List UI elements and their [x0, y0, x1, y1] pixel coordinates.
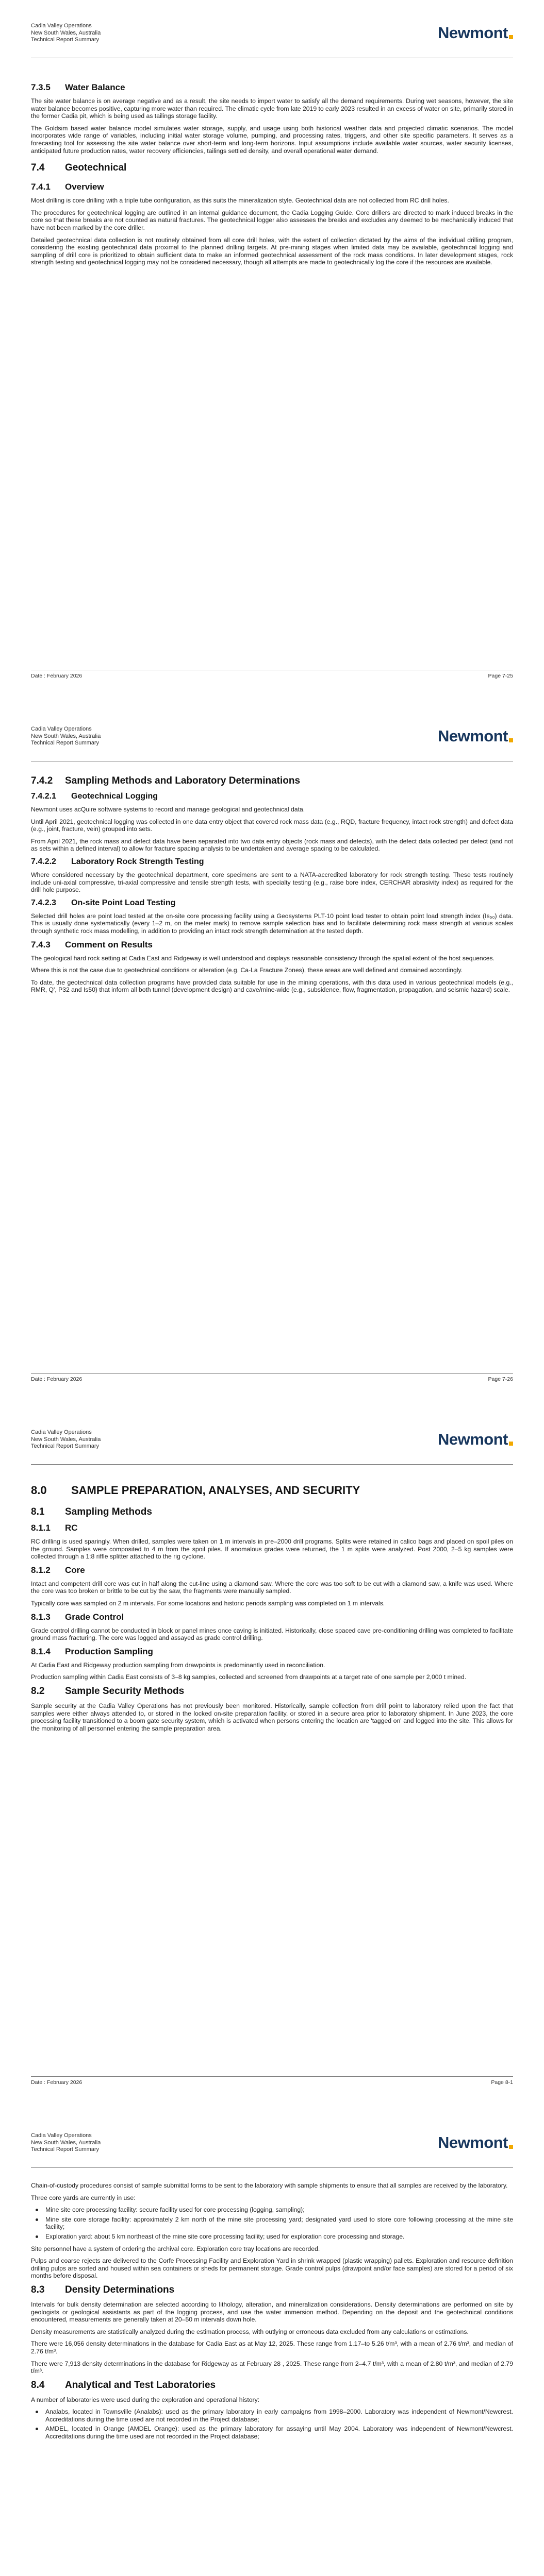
page-content: [31, 2182, 513, 2445]
paragraph: Site personnel have a system of ordering the archival core. Exploration core tray locations are recorded.: [31, 2245, 320, 2252]
section-heading: 8.1 Sampling Methods: [31, 1506, 152, 1517]
page-content: [31, 1484, 513, 1737]
paragraph: The site water balance is on average negative and as a result, the site needs to import water to satisfy all the demand requirements. During wet seasons, however, the site water balance becomes positive, capturing more water than required. The climatic cycle from late 2019 to early 2023 resulted in an excess of water on site, primarily stored in the former Cadia pit, which is being used as tailings storage facility.: [31, 97, 513, 120]
paragraph: The geological hard rock setting at Cadia East and Ridgeway is well understood and displays reasonable consistency through the spatial extent of the host sequences.: [31, 954, 495, 962]
header-doc-type: Technical Report Summary: [31, 2146, 100, 2153]
footer-date: Date : February 2026: [31, 1376, 83, 1382]
paragraph: Newmont uses acQuire software systems to record and manage geological and geotechnical data.: [31, 806, 305, 813]
paragraph: Selected drill holes are point load tested at the on-site core processing facility using a Geosystems PLT-10 point load tester to obtain point load strength index (Is₅₀) data. This is usually done systematically (every 1–2 m, on the meter mark) to remove sample selection bias and to facilitate determining rock mass strength at various scales through synthetic rock mass modelling, in addition to providing an intact rock strength determination at the tested depth.: [31, 912, 513, 935]
page-footer: [31, 670, 513, 680]
newmont-logo: [438, 1431, 513, 1447]
newmont-logo: [438, 2134, 513, 2150]
paragraph: Typically core was sampled on 2 m intervals. For some locations and historic periods sampling was completed on 1 m intervals.: [31, 1599, 385, 1607]
paragraph: Where considered necessary by the geotechnical department, core specimens are sent to a NATA-accredited laboratory for rock strength testing. These tests routinely include uni-axial compressive, tri-axial compressive and tensile strength tests, with specialty testing (e.g., raise bore index, CERCHAR abrasivity index) as required for the drill hole purpose.: [31, 871, 513, 894]
section-heading: 8.1.4 Production Sampling: [31, 1646, 153, 1656]
paragraph: Grade control drilling cannot be conducted in block or panel mines once caving is initiated. Historically, close spaced cave pre-conditioning drilling was completed to facilitate ground mass fracturing. The core was logged and assayed as grade control drilling.: [31, 1626, 513, 1642]
footer-page-number: Page 7-25: [488, 673, 513, 679]
page-header: [31, 726, 513, 758]
report-page-4: [0, 2110, 544, 2576]
footer-date: Date : February 2026: [31, 2079, 83, 2086]
footer-rule: [31, 1373, 513, 1374]
paragraph: Detailed geotechnical data collection is not routinely obtained from all core drill holes, with the extent of collection dictated by the aims of the individual drilling program, considering the existing geotechnical data proximal to the planned drilling targets. At pre-mining stages when limited data may be available, geotechnical logging and sampling of drill core is prioritized to obtain sufficient data to make an informed geotechnical assessment of the rock mass conditions. In later development stages, rock strength testing and geotechnical logging may not be considered necessary, though all attempts are made to geotechnically log the core if the resources are available.: [31, 236, 513, 266]
paragraph: The procedures for geotechnical logging are outlined in an internal guidance document, the Cadia Logging Guide. Core drillers are directed to mark induced breaks in the core so that these breaks are not counted as natural fractures. The geotechnical logger also assesses the breaks and excludes any deemed to be mechanically induced that have not been marked by the core driller.: [31, 209, 513, 231]
page-header: [31, 23, 513, 55]
section-heading: 7.4.2.3 On-site Point Load Testing: [31, 898, 176, 907]
page-content: [31, 775, 513, 998]
list-item: Mine site core processing facility: secure facility used for core processing (logging, sampling);: [31, 2206, 513, 2214]
header-text: [31, 2132, 101, 2154]
paragraph: Three core yards are currently in use:: [31, 2194, 136, 2201]
page-footer: [31, 2076, 513, 2087]
logo-dot-icon: [509, 1442, 513, 1446]
newmont-logo: [438, 728, 513, 744]
paragraph: To date, the geotechnical data collection programs have provided data suitable for use in the mining operations, with this data used in various geotechnical models (e.g., RMR, Q', P32 and Is50) that inform all both tunnel (development design) and cave/mine-wide (e.g., subsidence, flow, fragmentation, propagation, and seismic hazard) scale.: [31, 978, 513, 994]
section-heading: 7.4.1 Overview: [31, 182, 104, 192]
paragraph: Intervals for bulk density determination are selected according to lithology, alteration, and mineralization considerations. Density determinations are performed on site by geologists or geological assistants as part of the logging process, and use the water immersion method. Depending on the deposit and the geotechnical conditions encountered, measurements are generally taken at 20–50 m intervals down hole.: [31, 2300, 513, 2324]
paragraph: There were 16,056 density determinations in the database for Cadia East as at May 12, 2025. These range from 1.17–to 5.26 t/m³, with a mean of 2.76 t/m³, and median of 2.76 t/m³.: [31, 2340, 513, 2355]
header-operation: Cadia Valley Operations: [31, 726, 92, 732]
header-location: New South Wales, Australia: [31, 2139, 101, 2146]
logo-wordmark: Newmont: [438, 1430, 508, 1448]
section-heading: 7.4.2.1 Geotechnical Logging: [31, 792, 158, 801]
core-yard-list: [31, 2206, 513, 2240]
paragraph: At Cadia East and Ridgeway production sampling from drawpoints is predominantly used in reconciliation.: [31, 1661, 325, 1669]
section-heading: 7.4.2.2 Laboratory Rock Strength Testing: [31, 857, 204, 866]
header-operation: Cadia Valley Operations: [31, 23, 92, 29]
paragraph: From April 2021, the rock mass and defect data have been separated into two data entry objects (rock mass and defects), with the defect data collected per defect (and not as sets within a defined interval) to allow for fracture spacing analysis to be undertaken and average spacing to be calculated.: [31, 837, 513, 853]
header-doc-type: Technical Report Summary: [31, 740, 100, 746]
footer-date: Date : February 2026: [31, 673, 83, 679]
page-footer: [31, 1373, 513, 1383]
logo-dot-icon: [509, 738, 513, 742]
footer-rule: [31, 2076, 513, 2077]
paragraph: Sample security at the Cadia Valley Operations has not previously been monitored. Historically, sample collection from drill point to laboratory relied upon the fact that samples were either always attended to, or stored in the locked on-site preparation facility, or stored in a secure area prior to laboratory shipment. In June 2023, the core processing facility transitioned to a boom gate security system, which is activated when persons entering the location are 'tagged on' and logged into the site. This allows for the monitoring of all personnel entering the sample preparation area.: [31, 1702, 513, 1732]
section-heading: 7.4 Geotechnical: [31, 162, 127, 174]
paragraph: Production sampling within Cadia East consists of 3–8 kg samples, collected and screened from drawpoints at a target rate of one sample per 2,000 t mined.: [31, 1673, 467, 1681]
paragraph: Until April 2021, geotechnical logging was collected in one data entry object that covered rock mass data (e.g., RQD, fracture frequency, intact rock strength) and defect data (e.g., joint, fracture, vein) grouped into sets.: [31, 818, 513, 833]
paragraph: Density measurements are statistically analyzed during the estimation process, with outlying or erroneous data excluded from any calculations or estimations.: [31, 2328, 469, 2335]
section-heading: 7.3.5 Water Balance: [31, 82, 125, 92]
paragraph: Most drilling is core drilling with a triple tube configuration, as this suits the mineralization style. Geotechnical data are not collected from RC drill holes.: [31, 197, 449, 205]
header-doc-type: Technical Report Summary: [31, 37, 100, 43]
footer-page-number: Page 7-26: [488, 1376, 513, 1382]
paragraph: Where this is not the case due to geotechnical conditions or alteration (e.g. Ca-La Fracture Zones), these areas are well defined and domained accordingly.: [31, 967, 463, 974]
laboratory-list: [31, 2408, 513, 2440]
list-item: Exploration yard: about 5 km northeast of the mine site core processing facility; used for exploration core processing and storage.: [31, 2233, 513, 2241]
report-page-3: [0, 1406, 544, 2110]
section-heading: 8.4 Analytical and Test Laboratories: [31, 2379, 216, 2391]
section-heading: 8.1.2 Core: [31, 1565, 85, 1575]
report-page-2: [0, 703, 544, 1406]
header-text: [31, 23, 101, 44]
header-location: New South Wales, Australia: [31, 29, 101, 36]
paragraph: Intact and competent drill core was cut in half along the cut-line using a diamond saw. Where the core was too soft to be cut with a diamond saw, a knife was used. Where the core was too broken or brittle to be cut by the saw, the fragments were manually sampled.: [31, 1580, 513, 1595]
section-heading: 8.1.1 RC: [31, 1523, 78, 1533]
footer-page-number: Page 8-1: [491, 2079, 513, 2086]
section-heading: 7.4.2 Sampling Methods and Laboratory Determinations: [31, 775, 301, 786]
paragraph: The Goldsim based water balance model simulates water storage, supply, and usage using both historical weather data and projected climatic scenarios. The model incorporates wide range of variables, including initial water storage volume, pumping, and processing rates, triggers, and other site specific parameters. It serves as a forecasting tool for assessing the site water balance over short-term and long-term horizons. Input assumptions include available water sources, water security licenses, anticipated future production rates, water recovery efficiencies, tailings settled density, and overall operational water demand.: [31, 124, 513, 155]
page-content: [31, 82, 513, 271]
header-text: [31, 1429, 101, 1450]
section-heading: 8.2 Sample Security Methods: [31, 1685, 185, 1697]
report-page-1: [0, 0, 544, 703]
logo-dot-icon: [509, 35, 513, 39]
header-doc-type: Technical Report Summary: [31, 1443, 100, 1449]
header-location: New South Wales, Australia: [31, 1436, 101, 1443]
list-item: Analabs, located in Townsville (Analabs): used as the primary laboratory in early campaigns from 1998–2000. Laboratory was independent of Newmont/Newcrest. Accreditations during the time used are not recorded in the Project database;: [31, 2408, 513, 2423]
paragraph: A number of laboratories were used during the exploration and operational history:: [31, 2396, 260, 2403]
logo-dot-icon: [509, 2145, 513, 2149]
paragraph: Pulps and coarse rejects are delivered to the Corfe Processing Facility and Exploration Yard in shrink wrapped (plastic wrapping) pallets. Exploration and resource definition drilling pulps are sorted and housed within sea containers or sheds for permanent storage. Grade control pulps (drawpoint and/or face samples) are stored for a period of six months before disposal.: [31, 2257, 513, 2280]
page-header: [31, 1429, 513, 1461]
header-rule: [31, 1464, 513, 1465]
page-header: [31, 2132, 513, 2164]
list-item: Mine site core storage facility: approximately 2 km north of the mine site processing yard; designated yard used to store core following processing at the mine site facility;: [31, 2216, 513, 2231]
list-item: AMDEL, located in Orange (AMDEL Orange): used as the primary laboratory for assaying until May 2004. Laboratory was independent of Newmont/Newcrest. Accreditations during the time used are not recorded in the Project database;: [31, 2425, 513, 2440]
header-rule: [31, 2167, 513, 2168]
paragraph: RC drilling is used sparingly. When drilled, samples were taken on 1 m intervals in pre–2000 drill programs. Splits were retained in calico bags and placed on spoil piles on the ground. Samples were composited to 4 m from the spoil piles. If anomalous grades were returned, the 1 m splits were analyzed. Post 2000, 2–5 kg samples were collected through a 1:8 riffle splitter attached to the rig cyclone.: [31, 1538, 513, 1561]
header-operation: Cadia Valley Operations: [31, 2132, 92, 2139]
section-heading: 8.1.3 Grade Control: [31, 1612, 124, 1622]
logo-wordmark: Newmont: [438, 727, 508, 745]
header-text: [31, 726, 101, 747]
section-heading: 7.4.3 Comment on Results: [31, 939, 153, 950]
section-heading: 8.3 Density Determinations: [31, 2284, 175, 2295]
chapter-heading: 8.0 SAMPLE PREPARATION, ANALYSES, AND SECURITY: [31, 1484, 360, 1497]
logo-wordmark: Newmont: [438, 2133, 508, 2151]
paragraph: Chain-of-custody procedures consist of sample submittal forms to be sent to the laboratory with sample shipments to ensure that all samples are received by the laboratory.: [31, 2182, 508, 2189]
paragraph: There were 7,913 density determinations in the database for Ridgeway as at February 28 , 2025. These range from 2–4.7 t/m³, with a mean of 2.80 t/m³, and median of 2.79 t/m³.: [31, 2360, 513, 2375]
newmont-logo: [438, 25, 513, 41]
logo-wordmark: Newmont: [438, 24, 508, 42]
header-location: New South Wales, Australia: [31, 733, 101, 739]
header-operation: Cadia Valley Operations: [31, 1429, 92, 1435]
